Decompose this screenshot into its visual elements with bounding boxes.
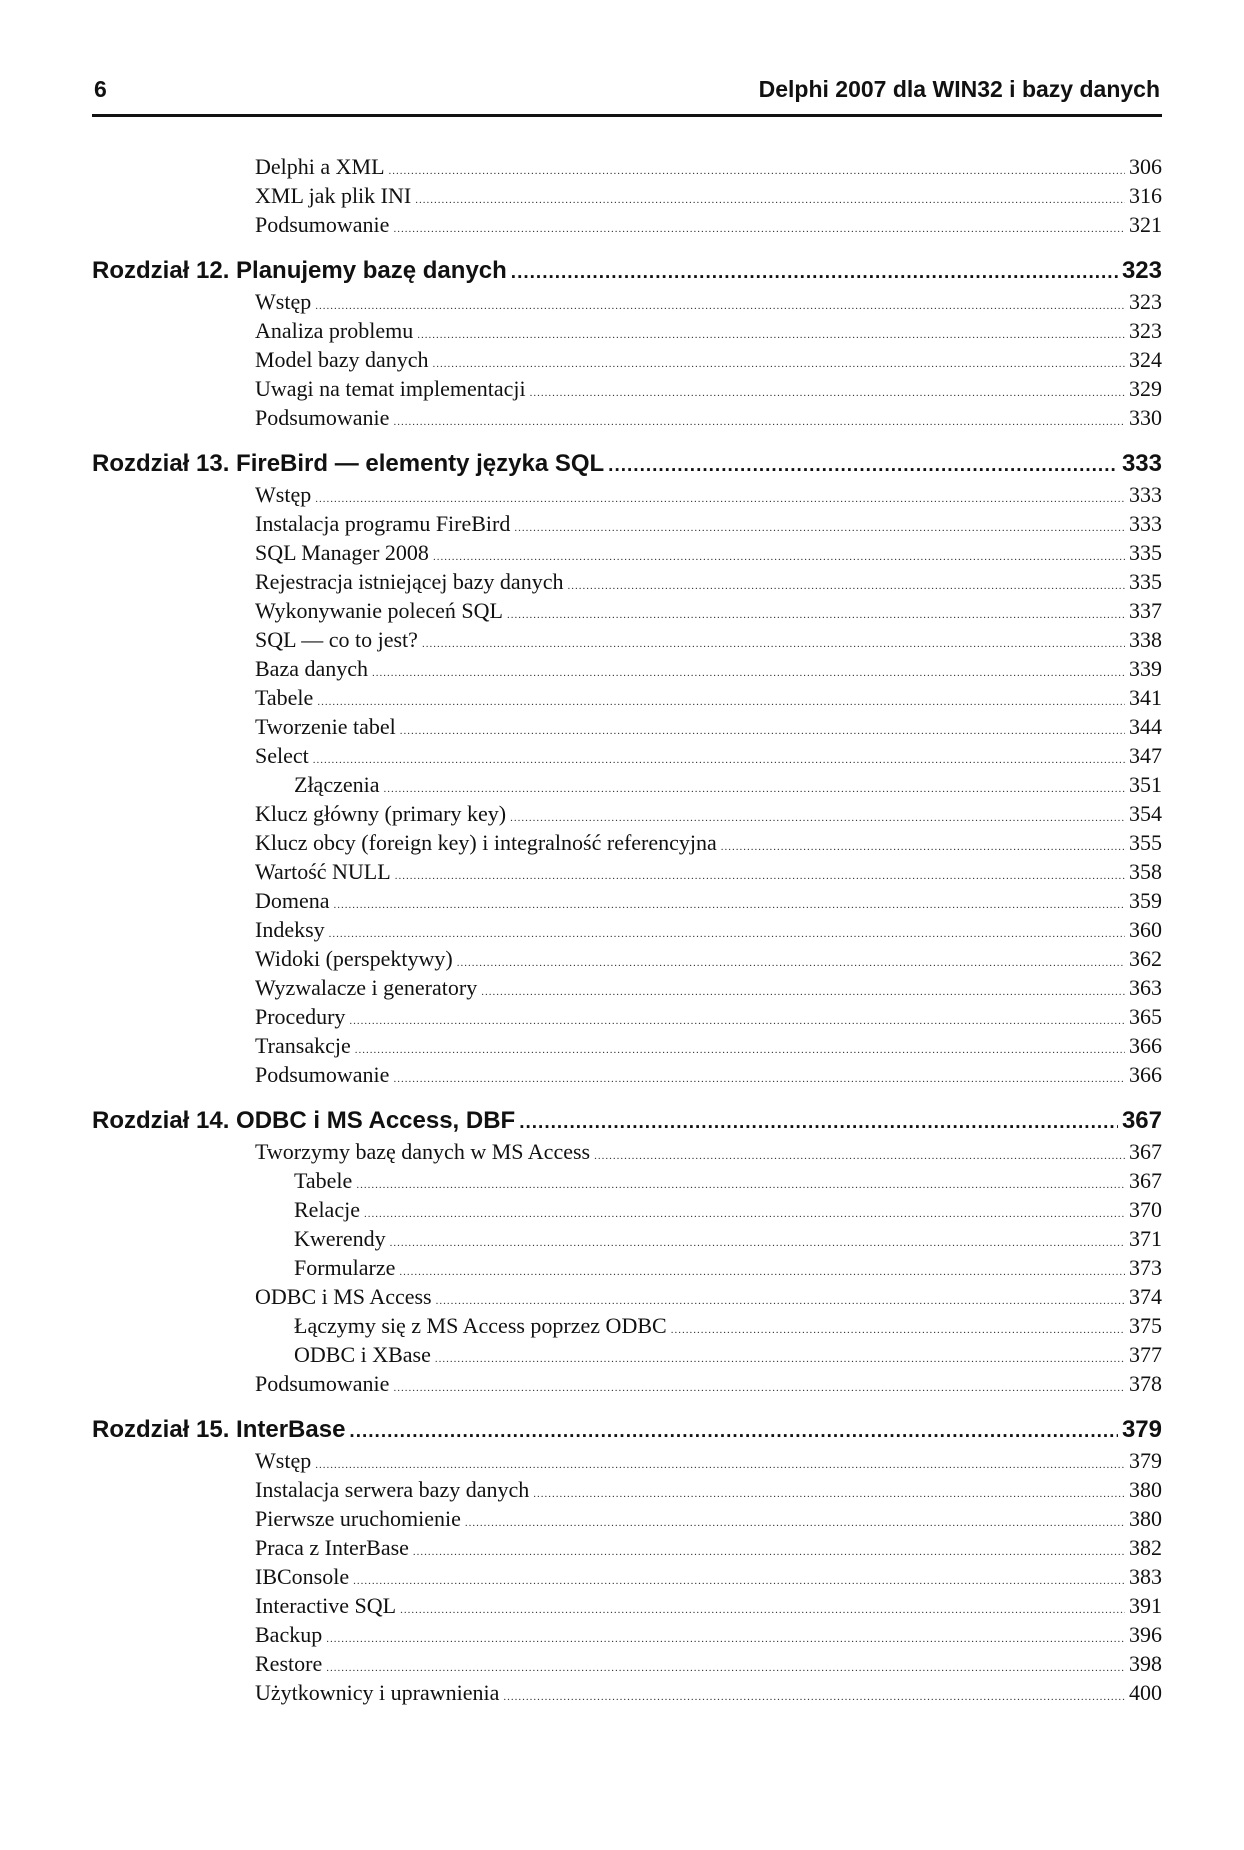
dot-leader [507, 601, 1125, 630]
toc-title: Backup [255, 1622, 323, 1647]
toc-entry [92, 1060, 1162, 1089]
toc-entry [92, 944, 1162, 973]
toc-page-number: 366 [1129, 1062, 1162, 1087]
dot-leader [334, 891, 1125, 920]
dot-leader [390, 1229, 1125, 1258]
dot-leader [514, 514, 1125, 543]
toc-title: Rejestracja istniejącej bazy danych [255, 569, 564, 594]
dot-leader [530, 379, 1125, 408]
toc-entry [92, 1475, 1162, 1504]
dot-leader [503, 1683, 1125, 1712]
toc-title: Rozdział 15. InterBase [92, 1416, 346, 1443]
dot-leader [349, 1416, 1118, 1448]
toc-title: Indeksy [255, 917, 325, 942]
toc-title: Wstęp [255, 482, 312, 507]
dot-leader [433, 350, 1126, 379]
toc-title: Złączenia [294, 772, 380, 797]
toc-title: Tworzymy bazę danych w MS Access [255, 1139, 591, 1164]
toc-entry [92, 287, 1162, 316]
toc-title: IBConsole [255, 1564, 350, 1589]
toc-entry [92, 538, 1162, 567]
toc-title: Transakcje [255, 1033, 351, 1058]
toc-title: XML jak plik INI [255, 183, 412, 208]
toc-entry [92, 374, 1162, 403]
toc-title: Podsumowanie [255, 1371, 390, 1396]
toc-title: Podsumowanie [255, 1062, 390, 1087]
dot-leader [519, 1107, 1118, 1139]
dot-leader [413, 1538, 1125, 1567]
toc-title: Model bazy danych [255, 347, 429, 372]
toc-page-number: 333 [1129, 511, 1162, 536]
toc-page-number: 341 [1129, 685, 1162, 710]
dot-leader [393, 1374, 1125, 1403]
toc-title: Wyzwalacze i generatory [255, 975, 478, 1000]
toc-page-number: 323 [1129, 289, 1162, 314]
toc-page-number: 362 [1129, 946, 1162, 971]
page-number: 6 [94, 76, 107, 102]
toc-page-number: 396 [1129, 1622, 1162, 1647]
toc-title: Użytkownicy i uprawnienia [255, 1680, 500, 1705]
toc-page-number: 379 [1129, 1448, 1162, 1473]
toc-title: Łączymy się z MS Access poprzez ODBC [294, 1313, 667, 1338]
toc-title: SQL Manager 2008 [255, 540, 429, 565]
toc-page-number: 367 [1129, 1168, 1162, 1193]
toc-page-number: 329 [1129, 376, 1162, 401]
toc-page-number: 354 [1129, 801, 1162, 826]
toc-page-number: 374 [1129, 1284, 1162, 1309]
toc-title: Baza danych [255, 656, 368, 681]
running-title: Delphi 2007 dla WIN32 i bazy danych [758, 76, 1160, 102]
toc-title: Tworzenie tabel [255, 714, 396, 739]
dot-leader [594, 1142, 1125, 1171]
toc-page-number: 351 [1129, 772, 1162, 797]
toc-entry [92, 1002, 1162, 1031]
toc-page-number: 380 [1129, 1506, 1162, 1531]
toc-page-number: 358 [1129, 859, 1162, 884]
toc-title: Delphi a XML [255, 154, 385, 179]
toc-entry [92, 345, 1162, 374]
toc-title: ODBC i XBase [294, 1342, 431, 1367]
toc-title: Analiza problemu [255, 318, 414, 343]
toc-page-number: 375 [1129, 1313, 1162, 1338]
dot-leader [393, 408, 1125, 437]
toc-chapter-heading [92, 1105, 1162, 1137]
toc-page-number: 339 [1129, 656, 1162, 681]
dot-leader [395, 862, 1125, 891]
toc-page-number: 323 [1121, 257, 1162, 284]
toc-entry [92, 1562, 1162, 1591]
toc-entry [92, 1446, 1162, 1475]
toc-title: Wstęp [255, 289, 312, 314]
toc-subentry [92, 1253, 1162, 1282]
toc-title: Restore [255, 1651, 323, 1676]
toc-page-number: 379 [1121, 1416, 1162, 1443]
toc-page-number: 400 [1129, 1680, 1162, 1705]
toc-page-number: 380 [1129, 1477, 1162, 1502]
dot-leader [315, 292, 1125, 321]
dot-leader [422, 630, 1125, 659]
dot-leader [399, 1258, 1125, 1287]
toc-page-number: 306 [1129, 154, 1162, 179]
toc-title: Podsumowanie [255, 212, 390, 237]
dot-leader [400, 717, 1125, 746]
toc-page-number: 333 [1121, 450, 1162, 477]
toc-page-number: 378 [1129, 1371, 1162, 1396]
toc-entry [92, 210, 1162, 239]
toc-entry [92, 181, 1162, 210]
toc-title: Praca z InterBase [255, 1535, 409, 1560]
toc-title: Wstęp [255, 1448, 312, 1473]
toc-page-number: 335 [1129, 540, 1162, 565]
toc-chapter-heading [92, 1414, 1162, 1446]
toc-page-number: 367 [1121, 1107, 1162, 1134]
toc-entry [92, 152, 1162, 181]
toc-page-number: 366 [1129, 1033, 1162, 1058]
toc-page-number: 338 [1129, 627, 1162, 652]
toc-page-number: 398 [1129, 1651, 1162, 1676]
toc-page-number: 335 [1129, 569, 1162, 594]
toc-page-number: 367 [1129, 1139, 1162, 1164]
toc-page-number: 377 [1129, 1342, 1162, 1367]
toc-page-number: 321 [1129, 212, 1162, 237]
toc-page-number: 355 [1129, 830, 1162, 855]
toc-entry [92, 712, 1162, 741]
toc-title: Widoki (perspektywy) [255, 946, 453, 971]
dot-leader [511, 257, 1118, 289]
toc-entry [92, 1620, 1162, 1649]
toc-title: Podsumowanie [255, 405, 390, 430]
dot-leader [364, 1200, 1125, 1229]
toc-entry [92, 857, 1162, 886]
toc-title: ODBC i MS Access [255, 1284, 432, 1309]
toc-page-number: 365 [1129, 1004, 1162, 1029]
toc-page-number: 323 [1129, 318, 1162, 343]
toc-entry [92, 480, 1162, 509]
toc-entry [92, 625, 1162, 654]
toc-subentry [92, 1195, 1162, 1224]
toc-entry [92, 1533, 1162, 1562]
toc-entry [92, 1282, 1162, 1311]
toc-page-number: 330 [1129, 405, 1162, 430]
toc-page-number: 371 [1129, 1226, 1162, 1251]
toc-page-number: 360 [1129, 917, 1162, 942]
toc-entry [92, 1369, 1162, 1398]
toc-chapter-heading [92, 255, 1162, 287]
toc-entry [92, 828, 1162, 857]
dot-leader [417, 321, 1125, 350]
table-of-contents [92, 152, 1162, 1707]
toc-title: Wartość NULL [255, 859, 391, 884]
dot-leader [393, 1065, 1125, 1094]
dot-leader [457, 949, 1125, 978]
toc-title: Kwerendy [294, 1226, 386, 1251]
dot-leader [608, 450, 1118, 482]
dot-leader [400, 1596, 1125, 1625]
toc-title: Domena [255, 888, 330, 913]
toc-entry [92, 1649, 1162, 1678]
toc-title: Select [255, 743, 309, 768]
dot-leader [671, 1316, 1125, 1345]
toc-entry [92, 509, 1162, 538]
toc-chapter-heading [92, 448, 1162, 480]
dot-leader [533, 1480, 1125, 1509]
toc-page-number: 333 [1129, 482, 1162, 507]
toc-entry [92, 973, 1162, 1002]
toc-title: Tabele [294, 1168, 353, 1193]
dot-leader [317, 688, 1125, 717]
toc-title: Rozdział 13. FireBird — elementy języka SQL [92, 450, 605, 477]
dot-leader [372, 659, 1125, 688]
toc-title: Relacje [294, 1197, 360, 1222]
toc-title: Instalacja serwera bazy danych [255, 1477, 530, 1502]
toc-entry [92, 567, 1162, 596]
toc-title: SQL — co to jest? [255, 627, 418, 652]
toc-title: Klucz obcy (foreign key) i integralność referencyjna [255, 830, 717, 855]
toc-subentry [92, 1340, 1162, 1369]
toc-page-number: 344 [1129, 714, 1162, 739]
toc-page-number: 382 [1129, 1535, 1162, 1560]
toc-page-number: 363 [1129, 975, 1162, 1000]
toc-subentry [92, 770, 1162, 799]
toc-page-number: 391 [1129, 1593, 1162, 1618]
dot-leader [481, 978, 1125, 1007]
toc-page-number: 383 [1129, 1564, 1162, 1589]
dot-leader [355, 1036, 1125, 1065]
toc-title: Tabele [255, 685, 314, 710]
toc-page-number: 324 [1129, 347, 1162, 372]
dot-leader [721, 833, 1125, 862]
toc-page-number: 316 [1129, 183, 1162, 208]
toc-entry [92, 1678, 1162, 1707]
toc-page-number: 359 [1129, 888, 1162, 913]
dot-leader [415, 186, 1125, 215]
dot-leader [349, 1007, 1125, 1036]
dot-leader [356, 1171, 1125, 1200]
toc-entry [92, 741, 1162, 770]
dot-leader [393, 215, 1125, 244]
toc-page-number: 347 [1129, 743, 1162, 768]
toc-title: Procedury [255, 1004, 346, 1029]
toc-title: Uwagi na temat implementacji [255, 376, 526, 401]
toc-title: Interactive SQL [255, 1593, 397, 1618]
dot-leader [353, 1567, 1125, 1596]
toc-title: Klucz główny (primary key) [255, 801, 507, 826]
toc-title: Pierwsze uruchomienie [255, 1506, 461, 1531]
toc-page-number: 370 [1129, 1197, 1162, 1222]
dot-leader [389, 157, 1125, 186]
toc-entry [92, 403, 1162, 432]
dot-leader [435, 1345, 1125, 1374]
dot-leader [465, 1509, 1125, 1538]
toc-subentry [92, 1224, 1162, 1253]
toc-entry [92, 1504, 1162, 1533]
toc-entry [92, 886, 1162, 915]
toc-title: Wykonywanie poleceń SQL [255, 598, 503, 623]
toc-subentry [92, 1311, 1162, 1340]
toc-entry [92, 316, 1162, 345]
toc-page-number: 337 [1129, 598, 1162, 623]
toc-title: Rozdział 12. Planujemy bazę danych [92, 257, 507, 284]
toc-subentry [92, 1166, 1162, 1195]
toc-page-number: 373 [1129, 1255, 1162, 1280]
toc-entry [92, 683, 1162, 712]
dot-leader [567, 572, 1125, 601]
page-header [92, 74, 1162, 117]
toc-title: Instalacja programu FireBird [255, 511, 511, 536]
toc-entry [92, 596, 1162, 625]
toc-title: Formularze [294, 1255, 396, 1280]
toc-entry [92, 1137, 1162, 1166]
dot-leader [313, 746, 1125, 775]
toc-title: Rozdział 14. ODBC i MS Access, DBF [92, 1107, 516, 1134]
toc-entry [92, 1031, 1162, 1060]
toc-entry [92, 799, 1162, 828]
toc-entry [92, 654, 1162, 683]
dot-leader [326, 1625, 1125, 1654]
toc-entry [92, 1591, 1162, 1620]
toc-entry [92, 915, 1162, 944]
